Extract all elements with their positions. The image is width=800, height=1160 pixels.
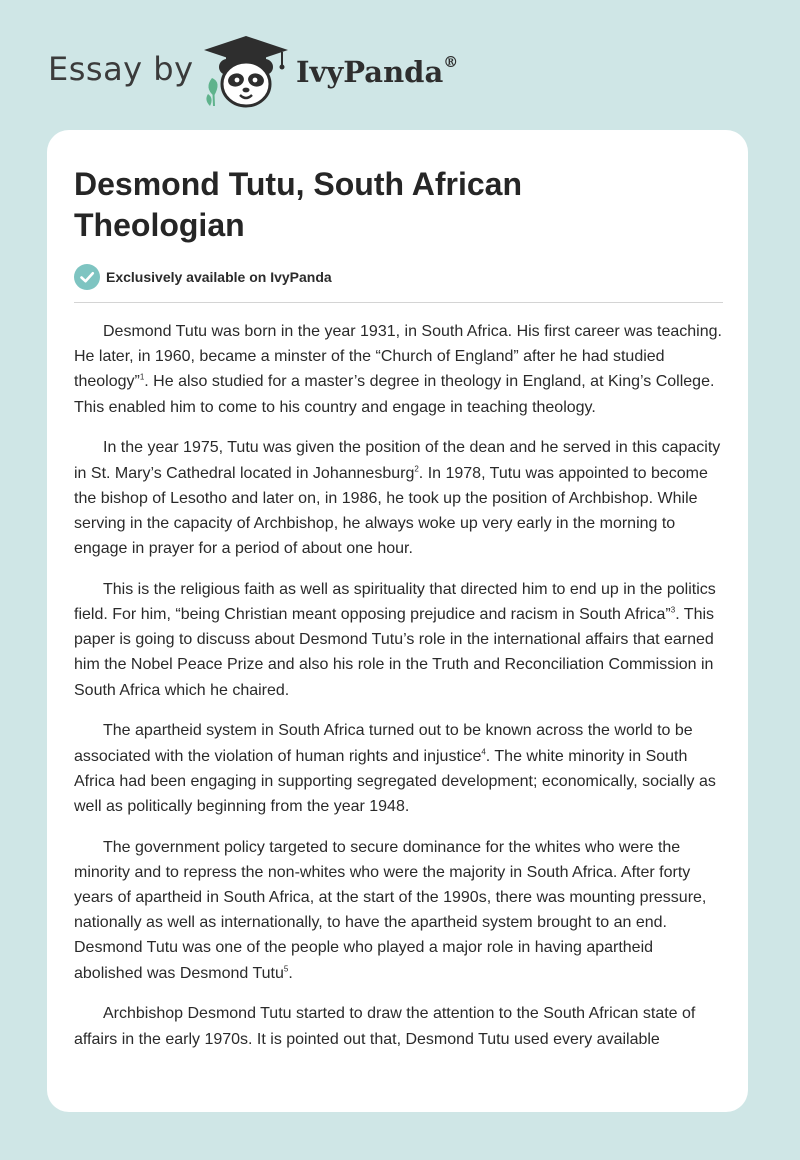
paragraph-text: . The white minority in South Africa had been engaging in supporting segregated development; economically, socially as well as politically beginning from the year 1948. (74, 747, 716, 815)
site-header (0, 0, 800, 120)
footnote-ref[interactable]: 4 (481, 747, 486, 757)
brand-name (296, 55, 458, 89)
paragraph (74, 577, 724, 703)
paragraph (74, 319, 724, 420)
footnote-ref[interactable]: 1 (139, 373, 145, 383)
footnote-ref[interactable]: 5 (283, 964, 289, 974)
paragraph-text: . (288, 964, 293, 982)
check-circle-icon (74, 264, 100, 290)
brand-prefix: Essay by (48, 50, 194, 88)
exclusive-badge-label: Exclusively available on IvyPanda (106, 269, 332, 285)
essay-card (47, 130, 748, 1112)
essay-body (74, 319, 724, 1067)
paragraph-text: In the year 1975, Tutu was given the position of the dean and he served in this capacity in St. Mary’s Cathedral located in Johannesburg (74, 439, 721, 482)
paragraph (74, 835, 724, 986)
paragraph-text: Desmond Tutu was born in the year 1931, in South Africa. His first career was teaching. He later, in 1960, became a minster of the “Church of England” after he had studied theology” (74, 323, 722, 391)
paragraph-text: Archbishop Desmond Tutu started to draw the attention to the South African state of affairs in the early 1970s. It is pointed out that, Desmond Tutu used every available (74, 1005, 696, 1048)
paragraph (74, 435, 724, 561)
exclusive-badge (74, 264, 332, 290)
footnote-ref[interactable]: 2 (414, 464, 419, 474)
paragraph (74, 718, 724, 819)
paragraph-text: This is the religious faith as well as spirituality that directed him to end up in the politics field. For him, “being Christian meant opposing prejudice and racism in South Africa” (74, 580, 716, 624)
paragraph-text: . He also studied for a master’s degree in theology in England, at King’s College. This enabled him to come to his country and engage in teaching theology. (74, 373, 715, 416)
paragraph-text: The government policy targeted to secure dominance for the whites who were the minority and to repress the non-whites who were the majority in South Africa. After forty years of apartheid in South Africa, at the start of the 1990s, there was mounting pressure, nationally as well as internationally, to have the apartheid system brought to an end. Desmond Tutu was one of the people who played a major role in having apartheid abolished was Desmond Tutu (74, 838, 707, 982)
registered-mark: ® (443, 53, 459, 72)
panda-graduation-cap-icon[interactable] (200, 34, 292, 110)
divider (74, 302, 723, 303)
paragraph-text: The apartheid system in South Africa turned out to be known across the world to be associated with the violation of human rights and injustice (74, 722, 693, 765)
paragraph-text: . In 1978, Tutu was appointed to become the bishop of Lesotho and later on, in 1986, he took up the position of Archbishop. While serving in the capacity of Archbishop, he always woke up very early in the morning to engage in prayer for a period of about one hour. (74, 464, 708, 558)
paragraph-text: . This paper is going to discuss about Desmond Tutu’s role in the international affairs that earned him the Nobel Peace Prize and also his role in the Truth and Reconciliation Commission in South Africa which he chaired. (74, 606, 715, 699)
brand-name-text: IvyPanda (296, 55, 444, 89)
footnote-ref[interactable]: 3 (670, 605, 676, 615)
paragraph (74, 1001, 724, 1051)
page-title: Desmond Tutu, South African Theologian (74, 166, 522, 243)
